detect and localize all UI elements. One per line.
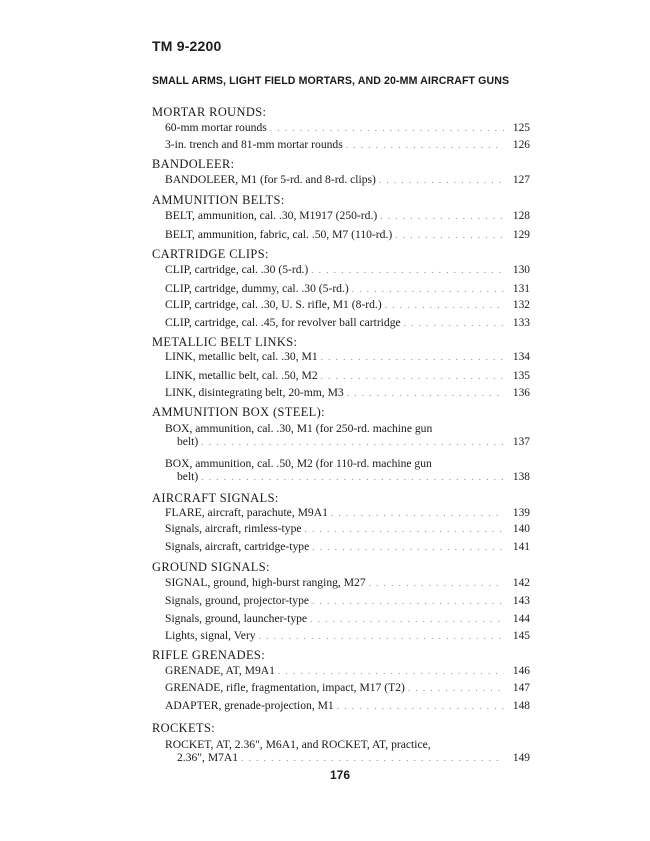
entry-title: BOX, ammunition, cal. .30, M1 (for 250-rd. machine gun: [165, 422, 433, 435]
entry-page-number: 128: [512, 210, 530, 222]
section-heading: SMALL ARMS, LIGHT FIELD MORTARS, AND 20-MM AIRCRAFT GUNS: [152, 75, 510, 87]
entry-page-number: 125: [512, 122, 530, 134]
leader-dots: [270, 123, 504, 133]
leader-dots: [346, 140, 504, 150]
category-heading: GROUND SIGNALS:: [152, 560, 270, 574]
entry-title: Signals, ground, projector-type: [165, 594, 310, 607]
contents-entry: [165, 594, 530, 607]
entry-page-number: 144: [512, 613, 530, 625]
leader-dots: [337, 701, 504, 711]
leader-dots: [311, 265, 504, 275]
category-heading: MORTAR ROUNDS:: [152, 105, 267, 119]
leader-dots: [312, 596, 504, 606]
entry-page-number: 148: [512, 700, 530, 712]
leader-dots: [278, 666, 504, 676]
entry-title: ROCKET, AT, 2.36", M6A1, and ROCKET, AT, practice,: [165, 738, 431, 751]
leader-dots: [201, 472, 504, 482]
contents-entry: [165, 173, 530, 186]
entry-page-number: 131: [512, 283, 530, 295]
entry-page-number: 139: [512, 507, 530, 519]
entry-page-number: 127: [512, 174, 530, 186]
contents-entry: [165, 457, 530, 483]
entry-page-number: 133: [512, 317, 530, 329]
contents-entry: [165, 576, 530, 589]
entry-title: GRENADE, rifle, fragmentation, impact, M17 (T2): [165, 681, 405, 694]
page-number: 176: [330, 768, 351, 782]
contents-entry: [165, 263, 530, 276]
leader-dots: [321, 371, 504, 381]
contents-entry: [165, 422, 530, 448]
leader-dots: [259, 631, 504, 641]
contents-entry: [165, 629, 530, 642]
entry-page-number: 130: [512, 264, 530, 276]
entry-title: 60-mm mortar rounds: [165, 121, 267, 134]
entry-title: Lights, signal, Very: [165, 629, 256, 642]
entry-page-number: 136: [512, 387, 530, 399]
contents-entry: [165, 664, 530, 677]
category-heading: METALLIC BELT LINKS:: [152, 335, 298, 349]
entry-title: FLARE, aircraft, parachute, M9A1: [165, 506, 328, 519]
category-heading: AIRCRAFT SIGNALS:: [152, 491, 279, 505]
entry-title: BANDOLEER, M1 (for 5-rd. and 8-rd. clips): [165, 173, 376, 186]
entry-title: LINK, disintegrating belt, 20-mm, M3: [165, 386, 344, 399]
contents-entry: [165, 738, 530, 764]
entry-page-number: 137: [512, 436, 530, 448]
contents-entry: [165, 228, 530, 241]
entry-title: LINK, metallic belt, cal. .30, M1: [165, 350, 318, 363]
category-heading: AMMUNITION BELTS:: [152, 193, 285, 207]
entry-page-number: 149: [512, 752, 530, 764]
entry-title: Signals, aircraft, rimless-type: [165, 522, 302, 535]
contents-entry: [165, 506, 530, 519]
leader-dots: [241, 753, 504, 763]
entry-title: 3-in. trench and 81-mm mortar rounds: [165, 138, 343, 151]
entry-title: CLIP, cartridge, cal. .30 (5-rd.): [165, 263, 309, 276]
contents-entry: [165, 121, 530, 134]
contents-entry: [165, 350, 530, 363]
entry-title: CLIP, cartridge, cal. .30, U. S. rifle, M1 (8-rd.): [165, 298, 382, 311]
contents-entry: [165, 209, 530, 222]
leader-dots: [331, 508, 504, 518]
entry-page-number: 126: [512, 139, 530, 151]
entry-title: ADAPTER, grenade-projection, M1: [165, 699, 334, 712]
entry-title-continued: belt): [177, 470, 199, 483]
entry-page-number: 135: [512, 370, 530, 382]
leader-dots: [321, 352, 504, 362]
entry-page-number: 145: [512, 630, 530, 642]
category-heading: AMMUNITION BOX (STEEL):: [152, 405, 326, 419]
leader-dots: [201, 437, 504, 447]
entry-page-number: 140: [512, 523, 530, 535]
contents-entry: [165, 681, 530, 694]
entry-page-number: 138: [512, 471, 530, 483]
leader-dots: [310, 614, 504, 624]
entry-title: SIGNAL, ground, high-burst ranging, M27: [165, 576, 366, 589]
category-heading: ROCKETS:: [152, 721, 216, 735]
leader-dots: [380, 211, 504, 221]
entry-page-number: 146: [512, 665, 530, 677]
entry-page-number: 142: [512, 577, 530, 589]
entry-title: Signals, aircraft, cartridge-type: [165, 540, 310, 553]
leader-dots: [379, 175, 504, 185]
leader-dots: [369, 578, 504, 588]
entry-title-continued: 2.36", M7A1: [177, 751, 239, 764]
leader-dots: [395, 230, 504, 240]
contents-entry: [165, 316, 530, 329]
contents-entry: [165, 138, 530, 151]
entry-title: BELT, ammunition, cal. .30, M1917 (250-rd.): [165, 209, 378, 222]
leader-dots: [312, 542, 504, 552]
leader-dots: [408, 683, 504, 693]
entry-title: BOX, ammunition, cal. .50, M2 (for 110-rd. machine gun: [165, 457, 432, 470]
leader-dots: [352, 284, 504, 294]
contents-entry: [165, 540, 530, 553]
leader-dots: [347, 388, 504, 398]
entry-title: GRENADE, AT, M9A1: [165, 664, 275, 677]
contents-entry: [165, 522, 530, 535]
entry-page-number: 129: [512, 229, 530, 241]
entry-title: BELT, ammunition, fabric, cal. .50, M7 (110-rd.): [165, 228, 393, 241]
contents-entry: [165, 612, 530, 625]
entry-page-number: 143: [512, 595, 530, 607]
leader-dots: [305, 524, 504, 534]
leader-dots: [385, 300, 504, 310]
entry-page-number: 134: [512, 351, 530, 363]
category-heading: BANDOLEER:: [152, 157, 235, 171]
entry-title: CLIP, cartridge, dummy, cal. .30 (5-rd.): [165, 282, 349, 295]
leader-dots: [404, 318, 504, 328]
category-heading: RIFLE GRENADES:: [152, 648, 266, 662]
contents-entry: [165, 699, 530, 712]
entry-page-number: 132: [512, 299, 530, 311]
contents-entry: [165, 298, 530, 311]
category-heading: CARTRIDGE CLIPS:: [152, 247, 269, 261]
contents-entry: [165, 369, 530, 382]
entry-title: LINK, metallic belt, cal. .50, M2: [165, 369, 318, 382]
contents-entry: [165, 386, 530, 399]
entry-page-number: 141: [512, 541, 530, 553]
entry-title: Signals, ground, launcher-type: [165, 612, 308, 625]
entry-page-number: 147: [512, 682, 530, 694]
contents-entry: [165, 282, 530, 295]
document-id: TM 9-2200: [152, 38, 222, 54]
entry-title: CLIP, cartridge, cal. .45, for revolver ball cartridge: [165, 316, 401, 329]
entry-title-continued: belt): [177, 435, 199, 448]
